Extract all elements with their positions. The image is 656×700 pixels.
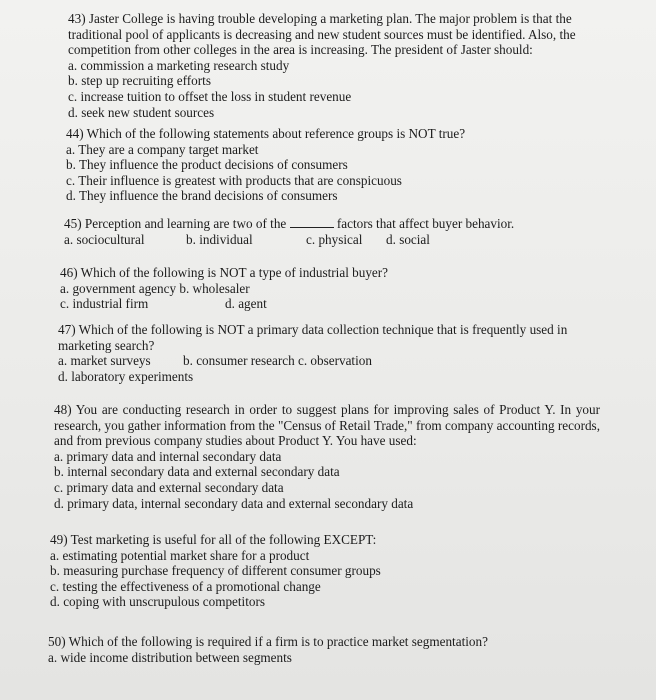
question-48-option-d: d. primary data, internal secondary data and external secondary data [54,495,414,511]
question-46 [60,265,600,312]
question-44-option-d: d. They influence the brand decisions of consumers [66,188,338,204]
question-43-stem: 43) Jaster College is having trouble developing a marketing plan. The major problem is that the traditional pool of applicants is decreasing and new student sources must be identified. Also, the competition from other colleges in the area is increasing. The president of Jaster should: [68,11,576,58]
question-43-option-c: c. increase tuition to offset the loss in student revenue [68,88,352,104]
question-46-option-c: c. industrial firm [60,296,149,312]
question-45-option-b: b. individual [186,231,253,247]
question-44 [66,126,586,204]
question-48-stem: 48) You are conducting research in order to suggest plans for improving sales of Product Y. In your research, you gather information from the "Census of Retail Trade," from company accounting records, and from previous company studies about Product Y. You have used: [54,402,600,449]
question-49-option-d: d. coping with unscrupulous competitors [50,594,266,610]
question-45-option-c: c. physical [306,231,363,247]
question-45 [64,216,604,247]
question-45-options-row [64,232,604,248]
question-46-stem: 46) Which of the following is NOT a type of industrial buyer? [60,265,389,280]
question-44-option-a: a. They are a company target market [66,141,259,157]
question-45-stem [64,216,604,232]
question-44-option-c: c. Their influence is greatest with products that are conspicuous [66,172,402,188]
question-47-stem: 47) Which of the following is NOT a primary data collection technique that is frequently used in marketing search? [58,322,568,353]
question-46-option-d: d. agent [225,296,267,312]
question-46-options-row [60,296,600,312]
question-43-option-b: b. step up recruiting efforts [68,73,211,89]
question-44-option-b: b. They influence the product decisions of consumers [66,157,348,173]
question-48-option-c: c. primary data and external secondary data [54,479,284,495]
question-43 [68,11,588,120]
question-49-stem: 49) Test marketing is useful for all of the following EXCEPT: [50,532,377,547]
question-43-option-d: d. seek new student sources [68,104,215,120]
question-49-option-a: a. estimating potential market share for a product [50,547,310,563]
question-45-stem-after: factors that affect buyer behavior. [336,216,515,231]
question-49-option-b: b. measuring purchase frequency of different consumer groups [50,563,381,579]
question-45-option-d: d. social [386,231,430,247]
question-48-option-a: a. primary data and internal secondary data [54,448,282,464]
question-46-option-a-b: a. government agency b. wholesaler [60,280,250,296]
question-45-stem-before: 45) Perception and learning are two of the [64,216,287,231]
question-48-option-b: b. internal secondary data and external secondary data [54,464,340,480]
question-47-option-a: a. market surveys [58,353,151,369]
question-49 [50,532,590,610]
question-43-option-a: a. commission a marketing research study [68,57,290,73]
question-47-option-d: d. laboratory experiments [58,368,194,384]
question-47 [58,322,598,384]
answer-blank [290,216,334,228]
question-50-option-a: a. wide income distribution between segments [48,649,292,665]
question-44-stem: 44) Which of the following statements about reference groups is NOT true? [66,126,466,141]
question-48 [54,402,600,511]
question-50 [48,634,608,665]
question-50-stem: 50) Which of the following is required if a firm is to practice market segmentation? [48,634,488,649]
question-47-option-b-c: b. consumer research c. observation [183,353,372,369]
question-47-options-row [58,353,598,369]
question-45-option-a: a. sociocultural [64,231,145,247]
question-49-option-c: c. testing the effectiveness of a promotional change [50,578,321,594]
